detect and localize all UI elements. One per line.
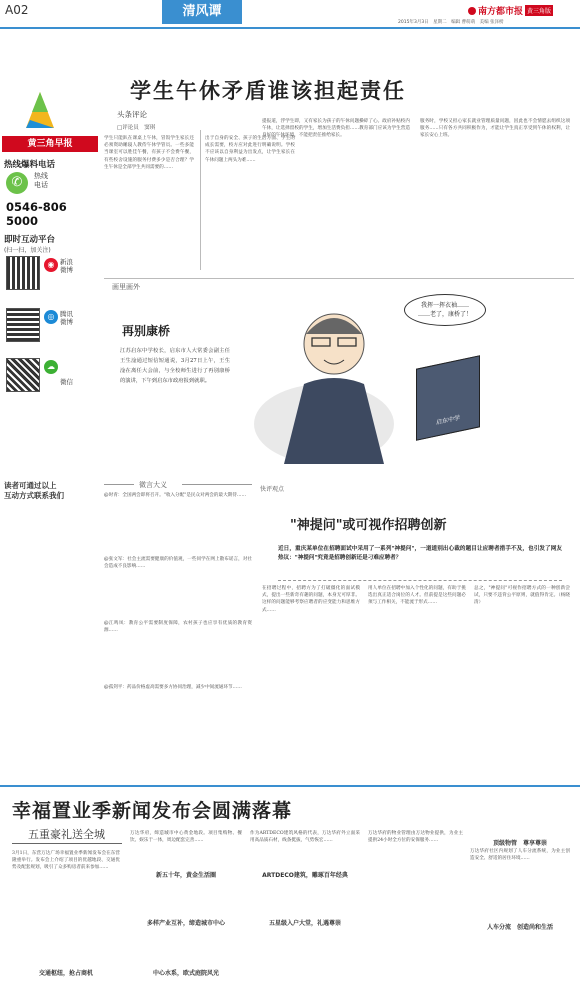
sun-logo-icon <box>468 7 476 15</box>
advert-col1-subhead: 交通枢纽，抢占商机 <box>38 970 93 977</box>
triangle-logo-icon <box>10 90 70 138</box>
advert-col4-subhead-1: 顶级物管 尊享尊崇 <box>492 840 547 847</box>
short-comment-1: @时青：全国两会即将召开。"收入分配"是民众对两会的最大期待…… <box>104 493 247 498</box>
short-comment-2: @张文军：社会主流需要健康的价值观，一些同学在网上散布谣言，对社会造成不良影响…… <box>104 557 252 570</box>
wechat-icon: ☁ <box>44 360 58 374</box>
main-article-col1: 学生只能趴在课桌上午休，冒饭学生家长还必须资助睡寝人教侍午休学管员。一些多能当课室可以胜佳午餐，有孩子不会费午餐，有些校舍设施的服务付费多少是否合理？学生午休是全部学生共同需要的…… <box>104 136 194 170</box>
cartoon-box <box>104 282 570 482</box>
short-comment-4: @孤剑平：药品价格虚高需要多方协同治理，减少中间流通环节…… <box>104 685 242 690</box>
advert-col3-subhead-2: 五星级入户大堂，礼遇尊崇 <box>250 918 360 927</box>
main-article-col2: 出于自身的安全、孩子的生活方面、学生的成长需要，校方应对此进行明确说明。学校不应该以自身利益为出发点，让学生家长在午休问题上两头为难…… <box>205 136 295 163</box>
tencent-label: 腾讯 微博 <box>60 310 73 326</box>
cartoon-title: 再别康桥 <box>122 324 171 338</box>
tencent-weibo-icon: ◎ <box>44 310 58 324</box>
advert-col3-subhead-1: ARTDECO建筑，雕琢百年经典 <box>250 870 360 879</box>
cartoon-label: 画里画外 <box>112 283 140 291</box>
advertorial-headline: 幸福置业季新闻发布会圆满落幕 <box>12 800 293 822</box>
speech-bubble: 我挥一挥衣袖…… ……老了，康桥了！ <box>404 294 486 326</box>
brand-name: 黄三角早报 <box>2 136 98 152</box>
brand-logo <box>10 90 70 138</box>
advert-col4: 万达华府的物业管理由万达物业提供，为业主提供24小时全方位的安保服务…… <box>368 831 463 844</box>
hotline-number[interactable]: 0546-8065000 <box>6 200 67 228</box>
advert-col3: 作为ARTDECO建筑风格的代表，万达华府外立面采用高品质石材，线条挺拔，气势恢宏…… <box>250 831 360 844</box>
sidebar-footer-line1: 读者可通过以上 <box>4 481 57 490</box>
instant-title: 即时互动平台 <box>4 235 56 245</box>
tencent-qr-code[interactable] <box>6 308 40 342</box>
sidebar-footer-line2: 互动方式联系我们 <box>4 491 64 500</box>
wechat-label: 微信 <box>60 378 73 386</box>
newspaper-logo: 南方都市报 黄三角版 <box>468 4 553 17</box>
hotline-label: 热线 电话 <box>34 172 48 189</box>
section-tab: 清风谭 <box>162 0 242 24</box>
view-col1: 在招聘过程中，招聘方为了打破僵化的面试模式，提出一些新奇有趣的问题，本身无可厚非。这样的问题能够考察应聘者的应变能力和思维方式…… <box>262 586 360 613</box>
advert-col4-subhead-2: 人车分流 创造尚和生活 <box>486 924 553 931</box>
weibo-qr-code[interactable] <box>6 256 40 290</box>
cartoon-caption: 江苏启东中学校长，启东市人大常委会副主任王生淦通过短信短通说，3月27日上午，王生淦在离任大会前，与全校师生进行了再别康桥的演讲，下午到启东市政府报到就职。 <box>120 348 230 384</box>
short-comments-label: 微言大义 <box>139 481 167 489</box>
phone-icon: ✆ <box>6 172 28 194</box>
short-comment-3: @江鸣凤：教育公平需要制度保障，农村孩子也应享有优质的教育资源…… <box>104 621 252 634</box>
instant-subtitle: (扫一扫，加关注) <box>4 247 51 254</box>
advert-col2-subhead-2: 多样产业互补，缔造城市中心 <box>130 918 242 927</box>
advert-col2: 万达华府，缔造城市中心黄金地段。项目集购物、餐饮、娱乐于一体，周边配套完善…… <box>130 831 242 844</box>
weibo-icon: ◉ <box>44 258 58 272</box>
column-label: 头条评论 □评论员 窦琪 <box>117 110 156 131</box>
main-headline: 学生午休矛盾谁该担起责任 <box>130 79 406 103</box>
view-lead: 近日，重庆某单位在招聘面试中采用了一系列"神提问"，一道道别出心裁的题目让应聘者措手不及，也引发了网友热议："神提问"究竟是招聘创新还是刁难应聘者？ <box>278 546 562 561</box>
page-code: A02 <box>5 3 29 17</box>
sidebar <box>0 28 100 498</box>
view-col2: 用人单位在招聘中加入个性化的问题，有助于挑选出真正适合岗位的人才。但前提是这些问题必须与工作相关，不能流于形式…… <box>368 586 466 606</box>
advert-col5-subhead: 中心水系，欧式庭院风光 <box>152 970 219 977</box>
advertorial-subhead: 五重豪礼送全城 <box>28 828 105 841</box>
advert-col5: 万达华府社区内规划了人车分流系统，为业主创造安全、舒适的居住环境…… <box>470 849 570 862</box>
date-line: 2015年3月3日 星期二 编辑 曹萌萌 美编 张泽榜 <box>398 20 504 25</box>
book-prop: 启东中学 <box>416 355 480 441</box>
view-label: 快评观点 <box>260 486 285 493</box>
cartoon-illustration <box>254 294 414 464</box>
main-article-col3: 提报道，浮学生即，又有家长为孩子的午休问题操碎了心。政府补贴校内午休，让选择留校的学生，增加生活费负担……教育部门应该为学生营造良好的午休环境，不能把责任推给家长。 <box>262 119 410 139</box>
view-headline: "神提问"或可视作招聘创新 <box>290 518 447 533</box>
advert-col1: 3月1日，东营万达广场幸福置业季新闻发布会在东营隆重举行。发布会上介绍了项目的优越地段、交通优势及配套规划，吸引了众多购房者前来参加…… <box>12 851 120 871</box>
view-col3: 总之，"神提问"可视作招聘方式的一种创新尝试，只要不违背公平原则，就值得肯定。（杨晓清） <box>474 586 570 606</box>
short-comments <box>104 481 252 774</box>
advert-col2-subhead-1: 新五十年，黄金生活圈 <box>130 870 242 879</box>
main-article-col4: 服务时，学校又担心家长就业管理质量问题，因此也不会情愿去组织这项服务……只有各方共同积极作为，才能让学生真正享受到午休的权利，让家长安心上班。 <box>420 119 570 139</box>
weibo-label: 新浪 微博 <box>60 258 73 274</box>
hotline-title: 热线爆料电话 <box>4 160 56 170</box>
wechat-qr-code[interactable] <box>6 358 40 392</box>
page-header <box>0 0 580 28</box>
